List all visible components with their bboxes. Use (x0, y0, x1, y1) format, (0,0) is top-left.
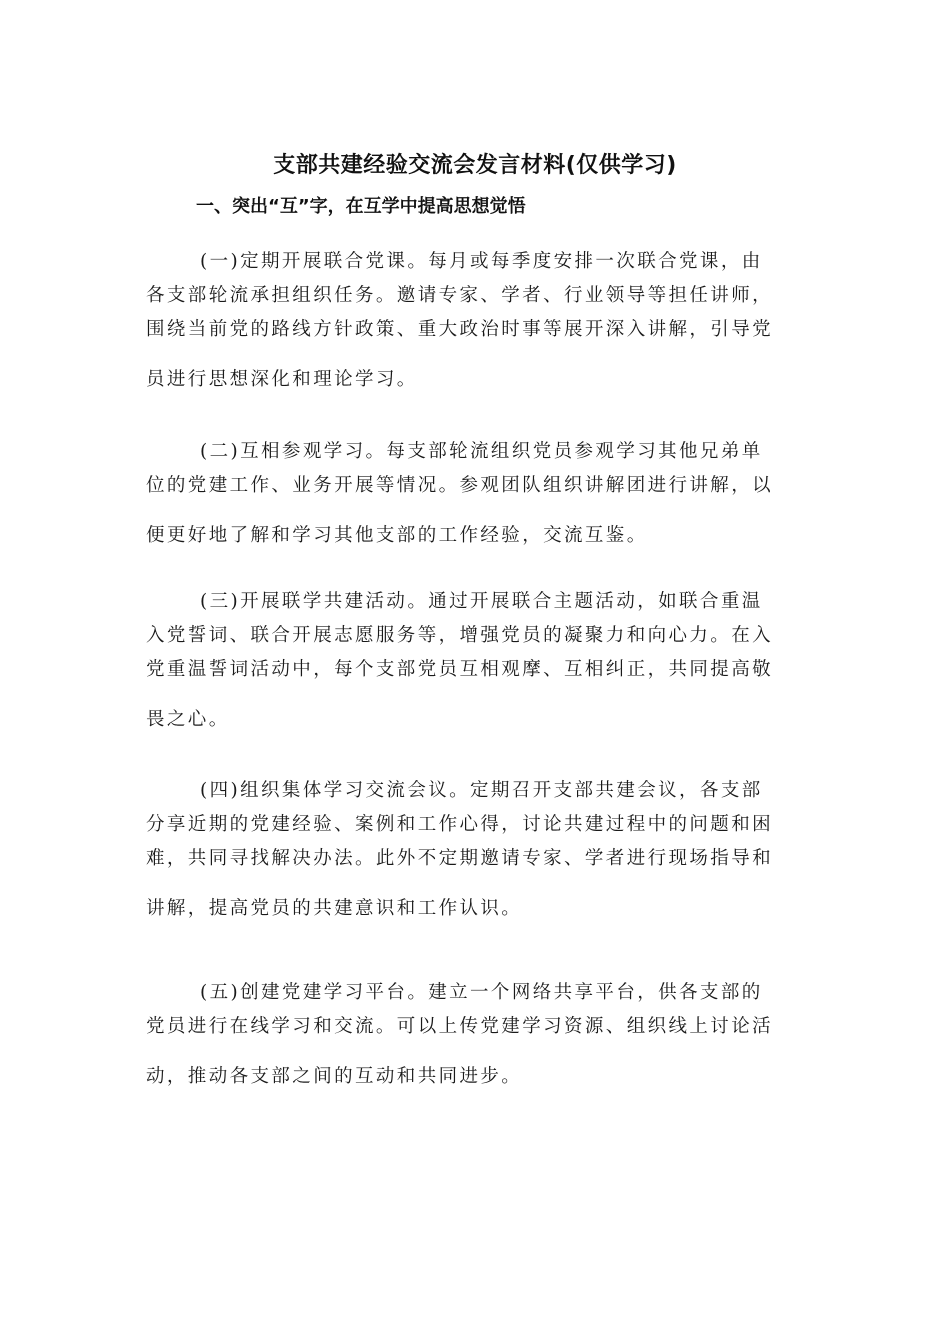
section-heading: 一、突出“互”字，在互学中提高思想觉悟 (196, 196, 526, 217)
paragraph-line: 党员进行在线学习和交流。可以上传党建学习资源、组织线上讨论活 (146, 1016, 774, 1037)
paragraph-line: 动，推动各支部之间的互动和共同进步。 (146, 1066, 523, 1087)
paragraph-line: 讲解，提高党员的共建意识和工作认识。 (146, 898, 523, 919)
paragraph-line: 员进行思想深化和理论学习。 (146, 369, 418, 390)
paragraph-line: 分享近期的党建经验、案例和工作心得，讨论共建过程中的问题和困 (146, 814, 774, 835)
paragraph-2 (146, 435, 806, 553)
paragraph-line: (四)组织集体学习交流会议。定期召开支部共建会议，各支部 (200, 780, 763, 801)
paragraph-line: 畏之心。 (146, 709, 230, 730)
paragraph-line: 入党誓词、联合开展志愿服务等，增强党员的凝聚力和向心力。在入 (146, 625, 774, 646)
paragraph-4 (146, 774, 806, 926)
paragraph-line: 难，共同寻找解决办法。此外不定期邀请专家、学者进行现场指导和 (146, 848, 774, 869)
paragraph-line: (三)开展联学共建活动。通过开展联合主题活动，如联合重温 (200, 591, 763, 612)
paragraph-line: 位的党建工作、业务开展等情况。参观团队组织讲解团进行讲解，以 (146, 475, 774, 496)
paragraph-line: (五)创建党建学习平台。建立一个网络共享平台，供各支部的 (200, 982, 763, 1003)
paragraph-line: (一)定期开展联合党课。每月或每季度安排一次联合党课，由 (200, 251, 763, 272)
document-title: 支部共建经验交流会发言材料(仅供学习) (273, 153, 677, 178)
paragraph-3 (146, 585, 806, 737)
paragraph-1 (146, 245, 806, 397)
paragraph-line: (二)互相参观学习。每支部轮流组织党员参观学习其他兄弟单 (200, 441, 763, 462)
paragraph-5 (146, 976, 806, 1094)
paragraph-line: 各支部轮流承担组织任务。邀请专家、学者、行业领导等担任讲师， (146, 285, 774, 306)
paragraph-line: 党重温誓词活动中，每个支部党员互相观摩、互相纠正，共同提高敬 (146, 659, 774, 680)
paragraph-line: 便更好地了解和学习其他支部的工作经验，交流互鉴。 (146, 525, 648, 546)
paragraph-line: 围绕当前党的路线方针政策、重大政治时事等展开深入讲解，引导党 (146, 319, 774, 340)
